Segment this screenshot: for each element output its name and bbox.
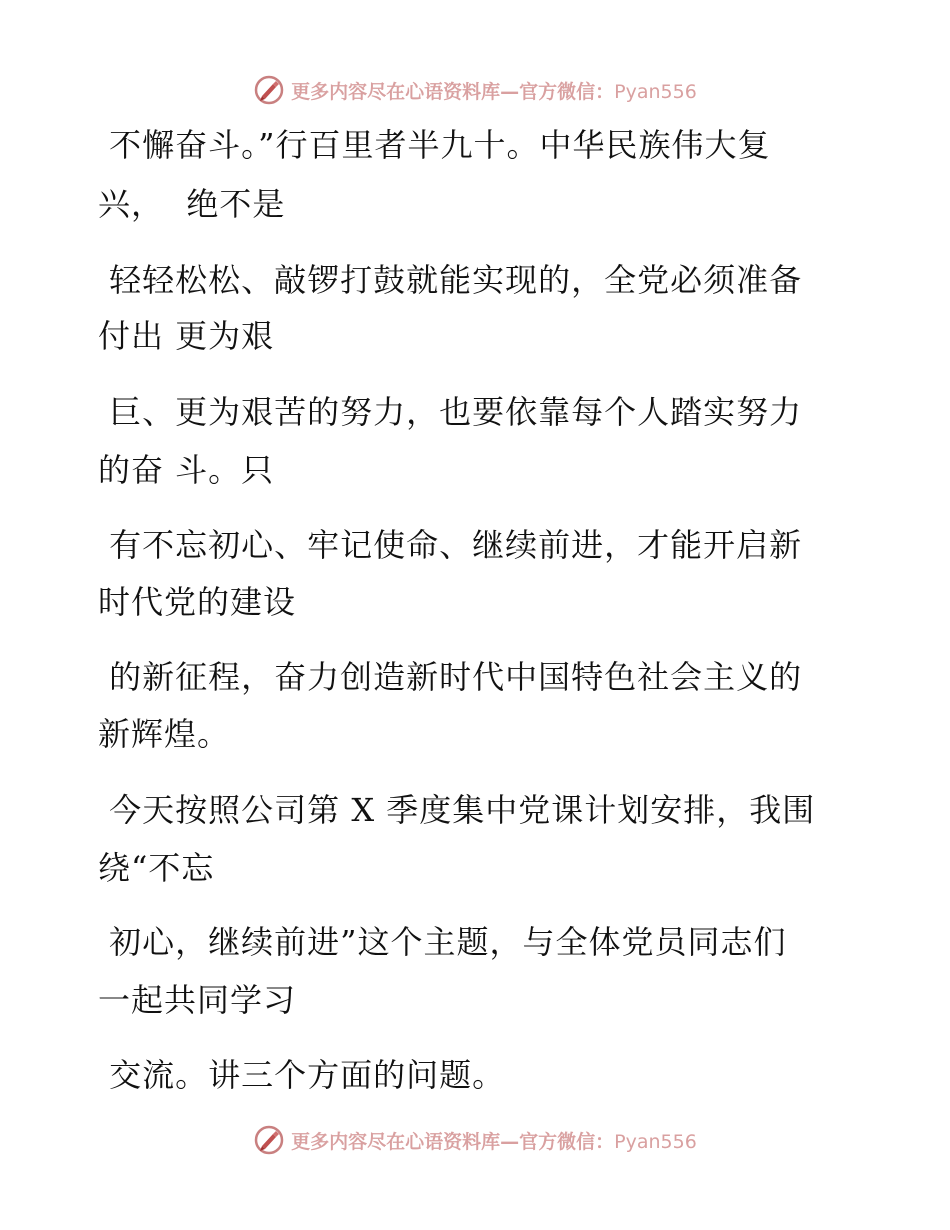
body-line: 绕“不忘	[98, 849, 215, 887]
body-line: 轻轻松松、敲锣打鼓就能实现的，全党必须准备	[98, 261, 803, 299]
body-line: 付出 更为艰	[98, 317, 275, 355]
body-line: 一起共同学习	[98, 981, 297, 1019]
footer-watermark	[0, 1120, 950, 1160]
body-line: 不懈奋斗。”行百里者半九十。中华民族伟大复	[98, 126, 771, 164]
body-line: 今天按照公司第 X 季度集中党课计划安排，我围	[98, 791, 816, 829]
pen-circle-logo-icon	[253, 74, 285, 106]
body-line: 巨、更为艰苦的努力，也要依靠每个人踏实努力	[98, 393, 803, 431]
body-line: 交流。讲三个方面的问题。	[98, 1056, 506, 1094]
body-line: 新辉煌。	[98, 715, 231, 753]
body-line: 时代党的建设	[98, 583, 297, 621]
watermark-text: 更多内容尽在心语资料库—官方微信：Pyan556	[291, 1130, 697, 1153]
body-line: 兴， 绝不是	[98, 185, 286, 223]
body-line: 初心，继续前进”这个主题，与全体党员同志们	[98, 923, 787, 961]
pen-circle-logo-icon	[253, 1124, 285, 1156]
body-line: 的奋 斗。只	[98, 451, 275, 489]
watermark-text: 更多内容尽在心语资料库—官方微信：Pyan556	[291, 80, 697, 103]
header-watermark	[0, 70, 950, 110]
body-line: 有不忘初心、牢记使命、继续前进，才能开启新	[98, 526, 803, 564]
body-line: 的新征程，奋力创造新时代中国特色社会主义的	[98, 658, 803, 696]
